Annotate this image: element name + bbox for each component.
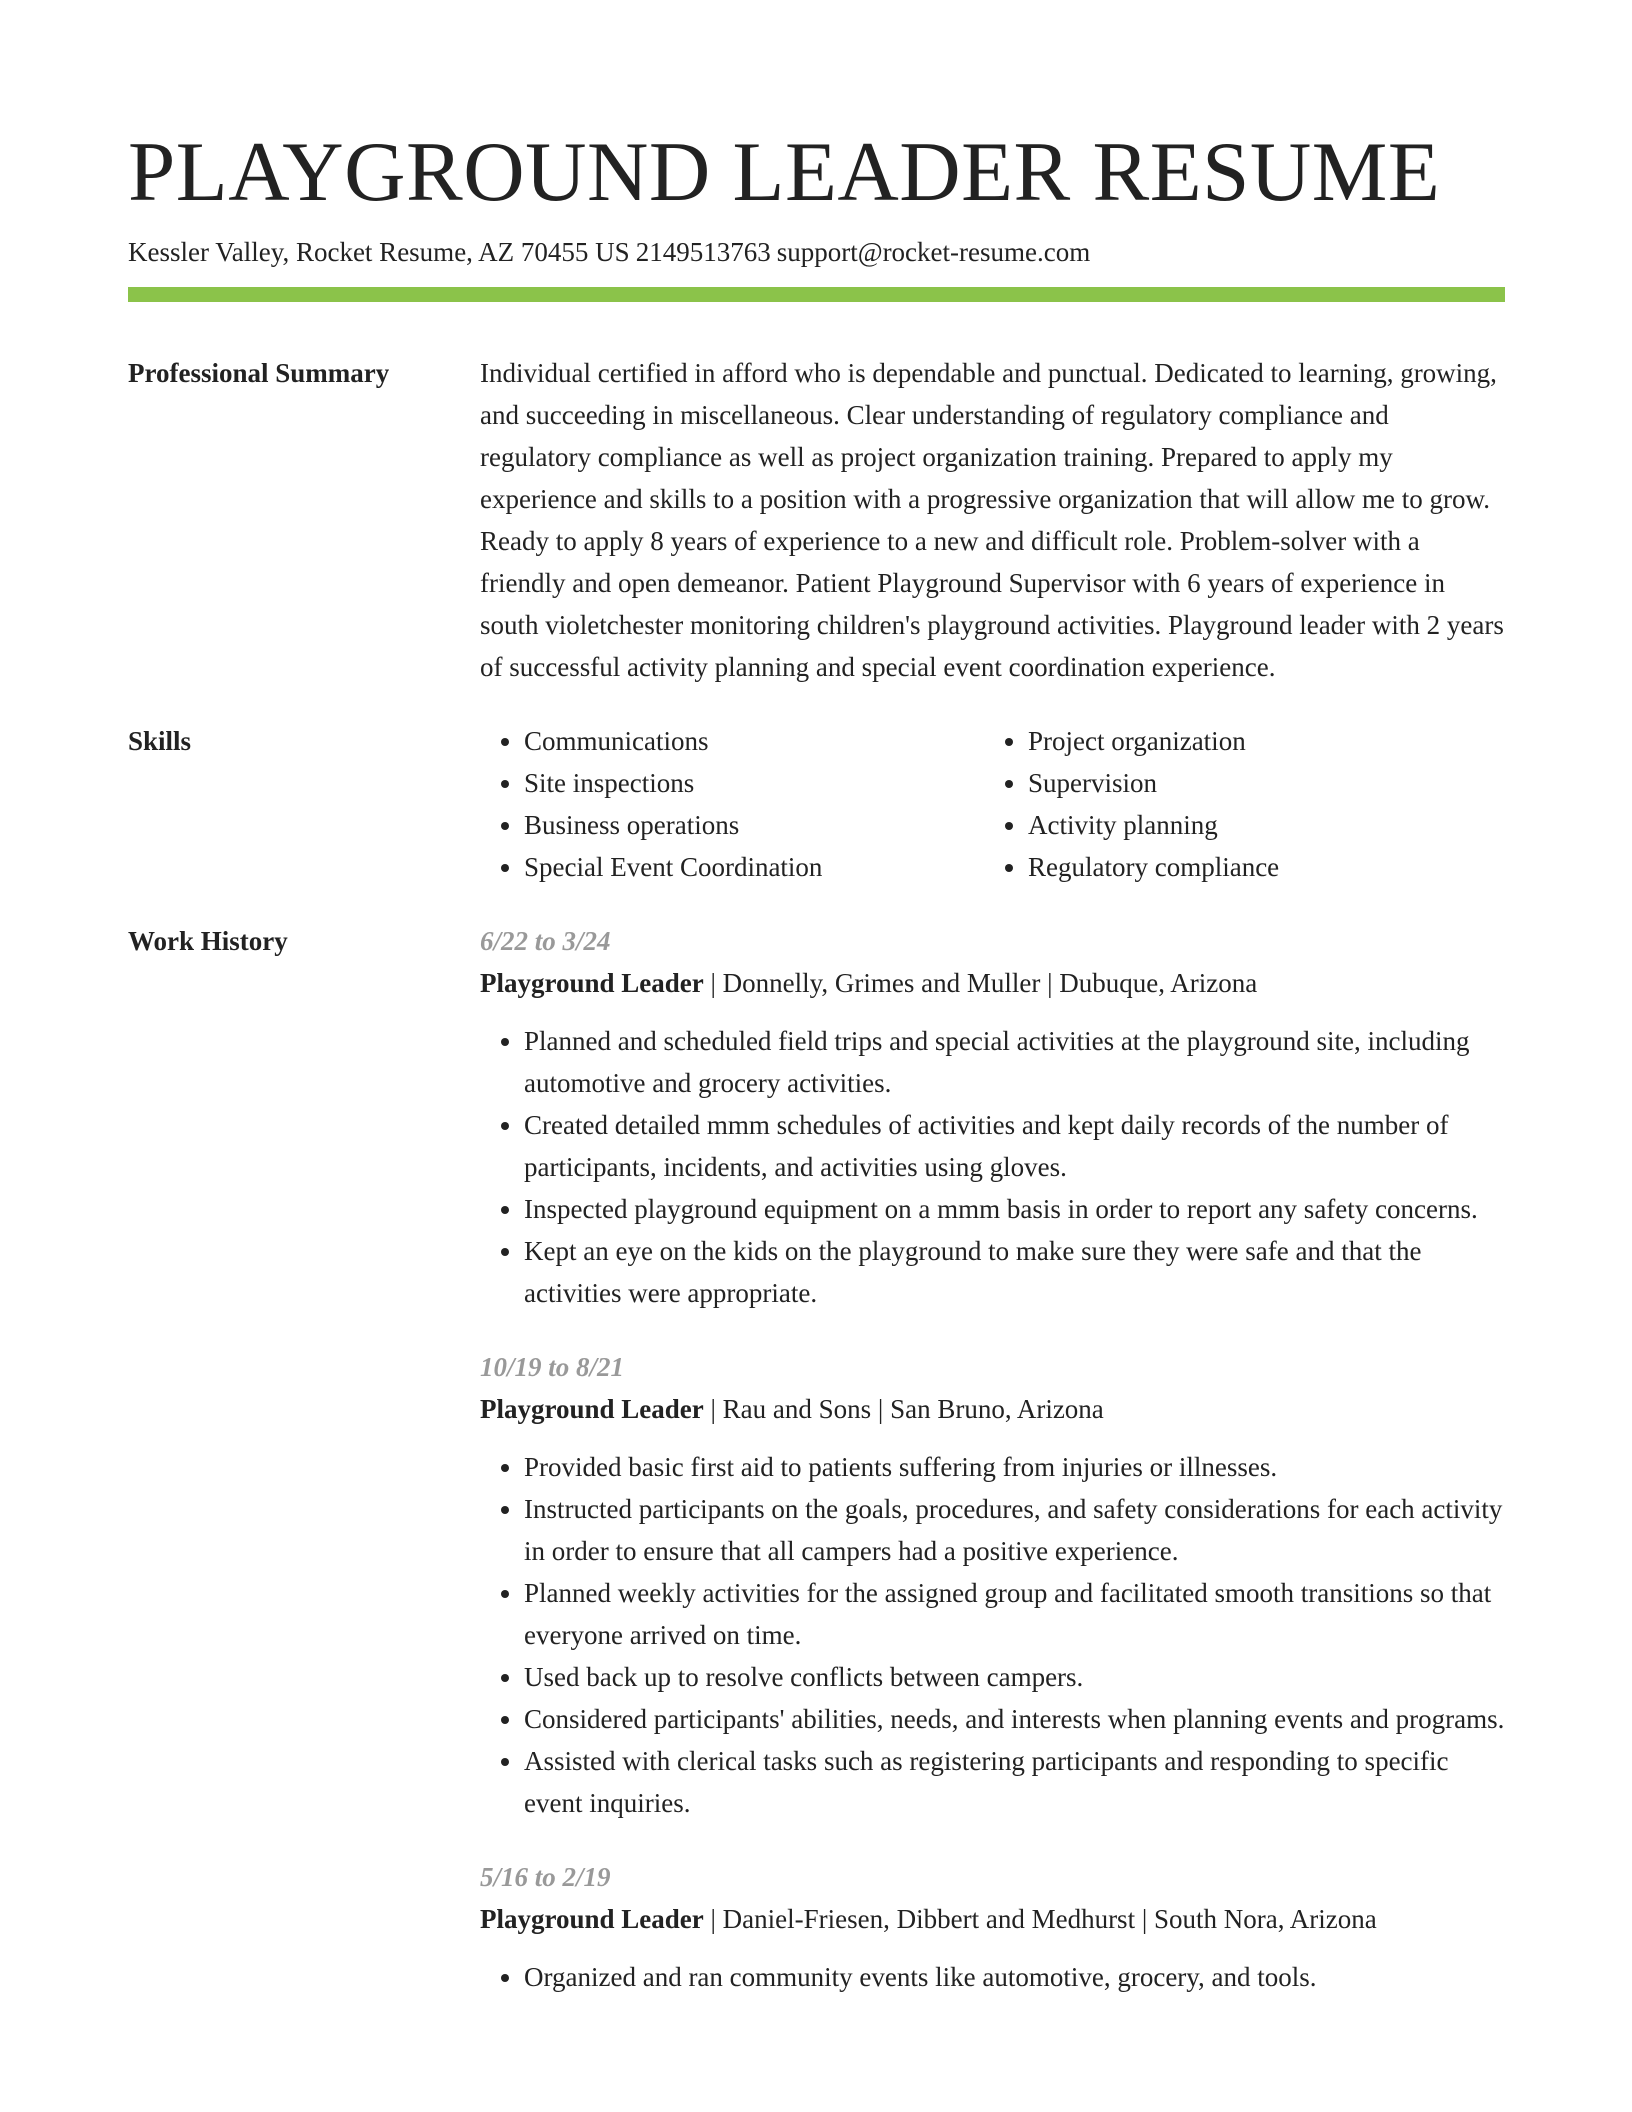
resume-page bbox=[128, 0, 1505, 2030]
job-entry bbox=[480, 920, 1505, 1314]
job-heading bbox=[480, 1388, 1505, 1430]
job-dates: 6/22 to 3/24 bbox=[480, 926, 611, 956]
job-bullet: • Inspected playground equipment on a mmm basis in order to report any safety concerns. bbox=[524, 1188, 1505, 1230]
section-label-skills: Skills bbox=[128, 726, 192, 756]
job-bullet: • Used back up to resolve conflicts between campers. bbox=[524, 1656, 1505, 1698]
job-entry bbox=[480, 1856, 1505, 1998]
job-bullet: • Provided basic first aid to patients suffering from injuries or illnesses. bbox=[524, 1446, 1505, 1488]
contact-email: support@rocket-resume.com bbox=[776, 237, 1091, 267]
job-bullet-list bbox=[480, 1956, 1505, 1998]
skill-item: • Special Event Coordination bbox=[524, 846, 984, 888]
job-bullet: • Assisted with clerical tasks such as registering participants and responding to specific event inquiries. bbox=[524, 1740, 1505, 1824]
job-dates: 10/19 to 8/21 bbox=[480, 1352, 625, 1382]
skills-list-right bbox=[984, 720, 1488, 888]
job-bullet: • Organized and ran community events like automotive, grocery, and tools. bbox=[524, 1956, 1505, 1998]
job-heading bbox=[480, 1898, 1505, 1940]
section-label-work-history: Work History bbox=[128, 926, 288, 956]
skills-section bbox=[128, 720, 1505, 888]
skill-item: • Site inspections bbox=[524, 762, 984, 804]
resume-title: PLAYGROUND LEADER RESUME bbox=[128, 125, 1441, 219]
job-dates: 5/16 to 2/19 bbox=[480, 1862, 611, 1892]
job-employer-location: | Donnelly, Grimes and Muller | Dubuque, Arizona bbox=[703, 968, 1258, 998]
job-bullet: • Planned and scheduled field trips and special activities at the playground site, including automotive and grocery activities. bbox=[524, 1020, 1505, 1104]
job-title: Playground Leader bbox=[480, 1394, 704, 1424]
summary-text: Individual certified in afford who is dependable and punctual. Dedicated to learning, growing, and succeeding in miscellaneous. Clear understanding of regulatory compliance and regulatory compliance as well as project organization training. Prepared to apply my experience and skills to a position with a progressive organization that will allow me to grow. Ready to apply 8 years of experience to a new and difficult role. Problem-solver with a friendly and open demeanor. Patient Playground Supervisor with 6 years of experience in south violetchester monitoring children's playground activities. Playground leader with 2 years of successful activity planning and special event coordination experience. bbox=[480, 358, 1504, 682]
job-bullet-list bbox=[480, 1020, 1505, 1314]
contact-line bbox=[128, 234, 1505, 270]
accent-divider bbox=[128, 287, 1505, 302]
job-employer-location: | Daniel-Friesen, Dibbert and Medhurst | South Nora, Arizona bbox=[703, 1904, 1377, 1934]
contact-phone: 2149513763 bbox=[635, 237, 771, 267]
job-title: Playground Leader bbox=[480, 968, 704, 998]
job-entry bbox=[480, 1346, 1505, 1824]
job-employer-location: | Rau and Sons | San Bruno, Arizona bbox=[703, 1394, 1104, 1424]
job-bullet-list bbox=[480, 1446, 1505, 1824]
job-bullet: • Planned weekly activities for the assigned group and facilitated smooth transitions so that everyone arrived on time. bbox=[524, 1572, 1505, 1656]
skill-item: • Activity planning bbox=[1028, 804, 1488, 846]
contact-address: Kessler Valley, Rocket Resume, AZ 70455 US bbox=[128, 237, 630, 267]
job-bullet: • Kept an eye on the kids on the playground to make sure they were safe and that the activities were appropriate. bbox=[524, 1230, 1505, 1314]
job-bullet: • Instructed participants on the goals, procedures, and safety considerations for each activity in order to ensure that all campers had a positive experience. bbox=[524, 1488, 1505, 1572]
skill-item: • Project organization bbox=[1028, 720, 1488, 762]
job-title: Playground Leader bbox=[480, 1904, 704, 1934]
professional-summary-section bbox=[128, 352, 1505, 688]
job-bullet: • Created detailed mmm schedules of activities and kept daily records of the number of participants, incidents, and activities using gloves. bbox=[524, 1104, 1505, 1188]
work-history-section bbox=[128, 920, 1505, 2030]
skills-list-left bbox=[480, 720, 984, 888]
section-label-summary: Professional Summary bbox=[128, 358, 390, 388]
skill-item: • Regulatory compliance bbox=[1028, 846, 1488, 888]
skill-item: • Communications bbox=[524, 720, 984, 762]
job-heading bbox=[480, 962, 1505, 1004]
skill-item: • Business operations bbox=[524, 804, 984, 846]
skill-item: • Supervision bbox=[1028, 762, 1488, 804]
job-bullet: • Considered participants' abilities, needs, and interests when planning events and programs. bbox=[524, 1698, 1505, 1740]
